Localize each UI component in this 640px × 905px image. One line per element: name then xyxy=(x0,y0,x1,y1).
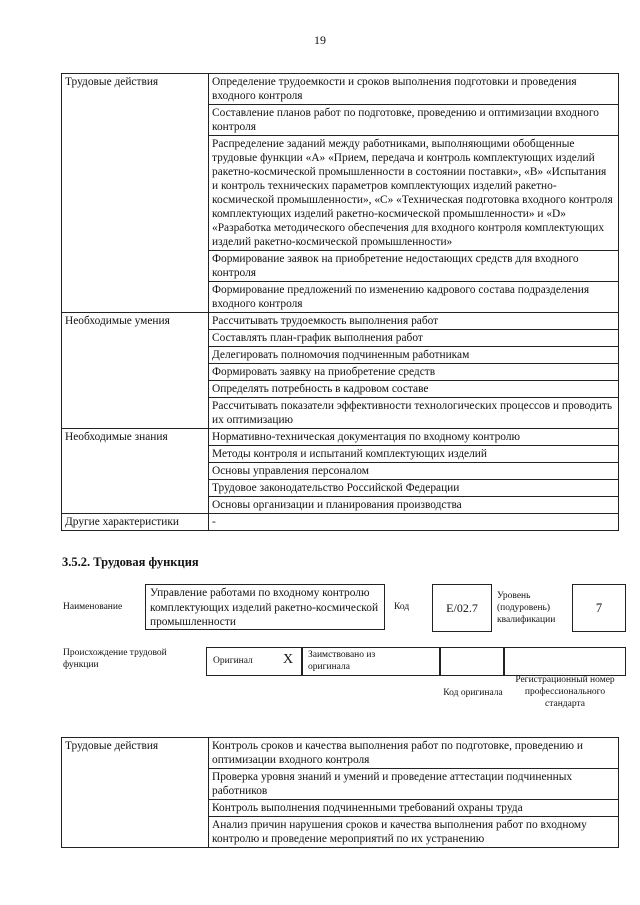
code-label: Код xyxy=(394,602,410,612)
table-cell: Рассчитывать показатели эффективности технологических процессов и проводить их оптимизацию xyxy=(209,398,619,429)
table-cell: Нормативно-техническая документация по входному контролю xyxy=(209,429,619,446)
table-cell: Делегировать полномочия подчиненным работникам xyxy=(209,347,619,364)
work-function-table-1 xyxy=(61,73,619,531)
code-original-cell xyxy=(439,647,505,676)
reg-number-cell xyxy=(503,647,626,676)
page-number: 19 xyxy=(314,33,326,47)
row-label-work-actions: Трудовые действия xyxy=(62,738,209,848)
table-row xyxy=(62,313,619,330)
code-original-label: Код оригинала xyxy=(443,688,503,698)
table-row xyxy=(62,429,619,446)
level-value-box: 7 xyxy=(572,584,626,632)
table-row xyxy=(62,74,619,105)
table-row xyxy=(62,514,619,531)
code-value-box: E/02.7 xyxy=(432,584,492,632)
table-cell: Определять потребность в кадровом составе xyxy=(209,381,619,398)
original-cell xyxy=(206,647,303,676)
function-name-box: Управление работами по входному контролю комплектующих изделий ракетно-космической промышленности xyxy=(145,584,385,630)
row-label-other: Другие характеристики xyxy=(62,514,209,531)
table-cell: Контроль сроков и качества выполнения работ по подготовке, проведению и оптимизации входного контроля xyxy=(209,738,619,769)
table-cell: Основы управления персоналом xyxy=(209,463,619,480)
original-mark: X xyxy=(283,652,294,667)
table-cell: Трудовое законодательство Российской Федерации xyxy=(209,480,619,497)
origin-label: Происхождение трудовой функции xyxy=(63,648,167,670)
level-label: Уровень (подуровень) квалификации xyxy=(497,591,556,625)
borrowed-cell xyxy=(301,647,441,676)
row-label-work-actions: Трудовые действия xyxy=(62,74,209,313)
row-label-required-skills: Необходимые умения xyxy=(62,313,209,429)
table-cell: Рассчитывать трудоемкость выполнения работ xyxy=(209,313,619,330)
table-cell: Составление планов работ по подготовке, проведению и оптимизации входного контроля xyxy=(209,105,619,136)
table-cell: Формировать заявку на приобретение средств xyxy=(209,364,619,381)
borrowed-label: Заимствовано из оригинала xyxy=(308,650,376,672)
table-cell: Основы организации и планирования производства xyxy=(209,497,619,514)
table-row xyxy=(62,738,619,769)
table-cell: Распределение заданий между работниками, выполняющими обобщенные трудовые функции «А» «Прием, передача и контроль комплектующих изделий ракетно-космической промышленности в состоянии поставки», «В» «Испытания и контроль технических параметров комплектующих изделий ракетно-космической промышленности», «С» «Техническая подготовка входного контроля комплектующих изделий ракетно-космической промышленности» и «D» «Разработка методического обеспечения для входного контроля комплектующих изделий ракетно-космической промышленности» xyxy=(209,136,619,251)
section-heading: 3.5.2. Трудовая функция xyxy=(62,555,199,569)
table-cell: Составлять план-график выполнения работ xyxy=(209,330,619,347)
table-cell: Анализ причин нарушения сроков и качества выполнения работ по входному контролю и проведение мероприятий по их устранению xyxy=(209,817,619,848)
table-cell: Определение трудоемкости и сроков выполнения подготовки и проведения входного контроля xyxy=(209,74,619,105)
name-label: Наименование xyxy=(63,602,123,612)
original-label: Оригинал xyxy=(213,656,253,666)
table-cell: Контроль выполнения подчиненными требований охраны труда xyxy=(209,800,619,817)
row-label-required-knowledge: Необходимые знания xyxy=(62,429,209,514)
table-cell: - xyxy=(209,514,619,531)
work-function-table-2 xyxy=(61,737,619,848)
table-cell: Формирование заявок на приобретение недостающих средств для входного контроля xyxy=(209,251,619,282)
table-cell: Формирование предложений по изменению кадрового состава подразделения входного контроля xyxy=(209,282,619,313)
table-cell: Проверка уровня знаний и умений и проведение аттестации подчиненных работников xyxy=(209,769,619,800)
table-cell: Методы контроля и испытаний комплектующих изделий xyxy=(209,446,619,463)
reg-number-label: Регистрационный номер профессионального стандарта xyxy=(515,675,615,709)
